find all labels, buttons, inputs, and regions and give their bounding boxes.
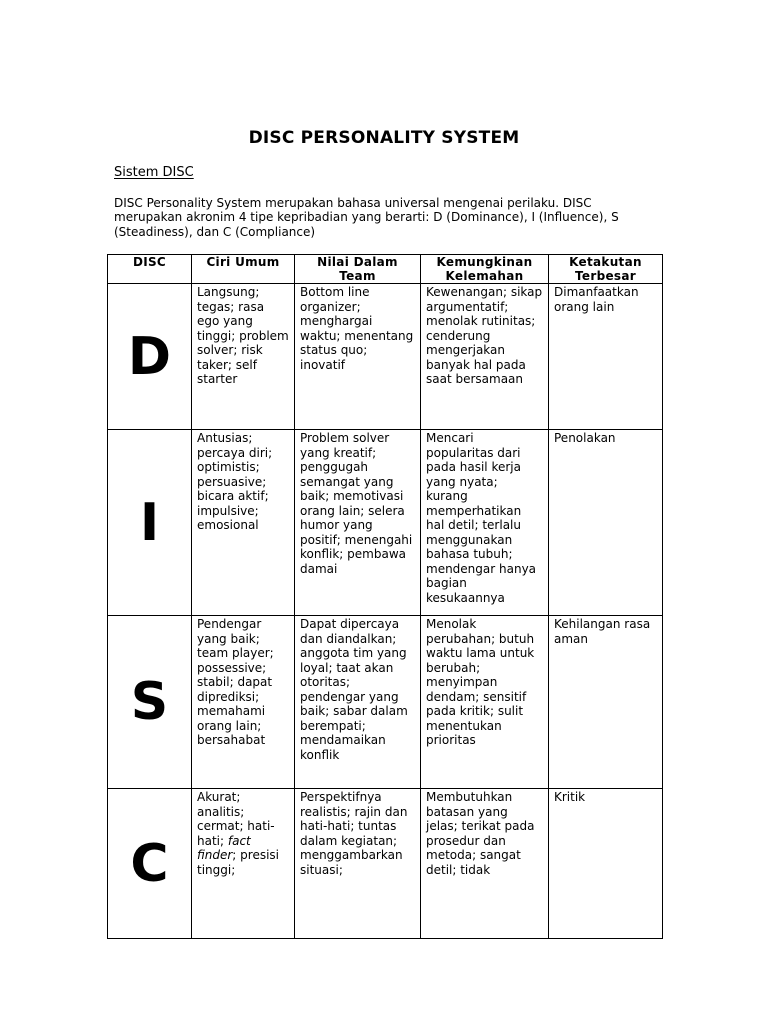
header-ketakutan-terbesar: Ketakutan Terbesar	[549, 255, 663, 284]
table-row	[108, 789, 663, 939]
table-row	[108, 430, 663, 616]
section-heading: Sistem DISC	[114, 165, 194, 180]
cell-ketakutan: Penolakan	[549, 430, 663, 616]
cell-kelemahan: Membutuhkan batasan yang jelas; terikat pada prosedur dan metoda; sangat detil; tidak	[421, 789, 549, 939]
ciri-umum-italic-text: fact finder	[197, 833, 251, 862]
cell-nilai-team: Bottom line organizer; menghargai waktu; menentang status quo; inovatif	[295, 284, 421, 430]
table-row	[108, 616, 663, 789]
disc-letter-c: C	[108, 789, 192, 939]
disc-letter-d: D	[108, 284, 192, 430]
disc-letter-i: I	[108, 430, 192, 616]
cell-ciri-umum: Langsung; tegas; rasa ego yang tinggi; problem solver; risk taker; self starter	[192, 284, 295, 430]
cell-kelemahan: Mencari popularitas dari pada hasil kerja yang nyata; kurang memperhatikan hal detil; terlalu menggunakan bahasa tubuh; mendengar hanya bagian kesukaannya	[421, 430, 549, 616]
ciri-umum-text: ; presisi tinggi;	[197, 848, 279, 877]
header-ciri-umum: Ciri Umum	[192, 255, 295, 284]
disc-letter-s: S	[108, 616, 192, 789]
header-nilai-dalam-team: Nilai Dalam Team	[295, 255, 421, 284]
header-disc: DISC	[108, 255, 192, 284]
header-kemungkinan-kelemahan: Kemungkinan Kelemahan	[421, 255, 549, 284]
disc-table	[107, 254, 663, 939]
page-title: DISC PERSONALITY SYSTEM	[248, 128, 520, 148]
cell-ketakutan: Kehilangan rasa aman	[549, 616, 663, 789]
cell-kelemahan: Menolak perubahan; butuh waktu lama untuk berubah; menyimpan dendam; sensitif pada kritik; sulit menentukan prioritas	[421, 616, 549, 789]
cell-nilai-team: Perspektifnya realistis; rajin dan hati-hati; tuntas dalam kegiatan; menggambarkan situasi;	[295, 789, 421, 939]
cell-ketakutan: Kritik	[549, 789, 663, 939]
cell-ciri-umum: Pendengar yang baik; team player; possessive; stabil; dapat diprediksi; memahami orang lain; bersahabat	[192, 616, 295, 789]
cell-kelemahan: Kewenangan; sikap argumentatif; menolak rutinitas; cenderung mengerjakan banyak hal pada saat bersamaan	[421, 284, 549, 430]
cell-ketakutan: Dimanfaatkan orang lain	[549, 284, 663, 430]
cell-nilai-team: Problem solver yang kreatif; penggugah semangat yang baik; memotivasi orang lain; selera humor yang positif; menengahi konflik; pembawa damai	[295, 430, 421, 616]
table-row	[108, 284, 663, 430]
intro-paragraph: DISC Personality System merupakan bahasa universal mengenai perilaku. DISC merupakan akronim 4 tipe kepribadian yang berarti: D (Dominance), I (Influence), S (Steadiness), dan C (Compliance)	[114, 196, 619, 239]
cell-ciri-umum	[192, 789, 295, 939]
ciri-umum-text: Akurat; analitis; cermat; hati-hati;	[197, 790, 275, 848]
table-header-row	[108, 255, 663, 284]
cell-nilai-team: Dapat dipercaya dan diandalkan; anggota tim yang loyal; taat akan otoritas; pendengar yang baik; sabar dalam berempati; mendamaikan konflik	[295, 616, 421, 789]
cell-ciri-umum: Antusias; percaya diri; optimistis; persuasive; bicara aktif; impulsive; emosional	[192, 430, 295, 616]
